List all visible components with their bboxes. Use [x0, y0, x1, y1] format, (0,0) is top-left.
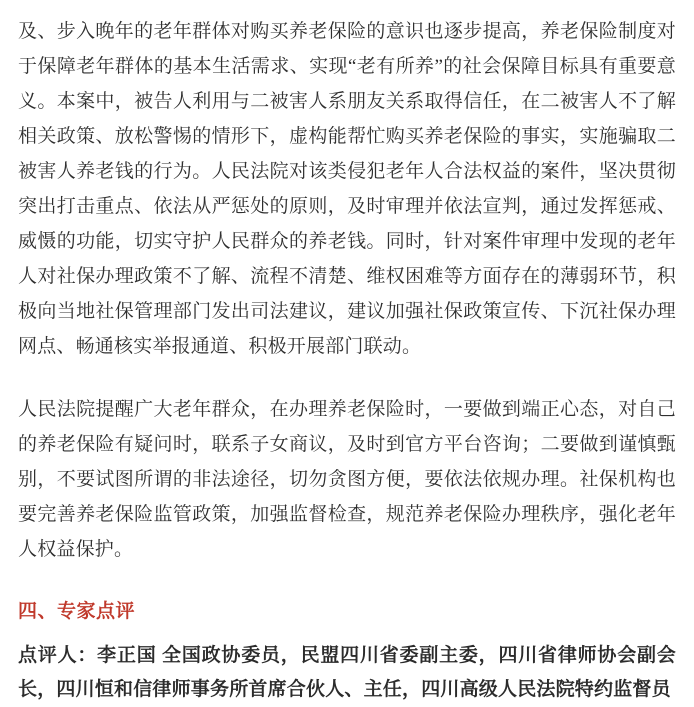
- paragraph-gap-1: [18, 364, 676, 392]
- expert-commentator-info: 点评人：李正国 全国政协委员，民盟四川省委副主委，四川省律师协会副会长，四川恒和信律师事务所首席合伙人、主任，四川高级人民法院特约监督员: [18, 645, 676, 700]
- top-spacer: [18, 0, 676, 8]
- heading-gap: [18, 629, 676, 639]
- body-paragraph-2: 人民法院提醒广大老年群众，在办理养老保险时，一要做到端正心态，对自己的养老保险有疑问时，联系子女商议，及时到官方平台咨询；二要做到谨慎甄别，不要试图所谓的非法途径，切勿贪图方便，要依法依规办理。社保机构也要完善养老保险监管政策，加强监督检查，规范养老保险办理秩序，强化老年人权益保护。: [18, 399, 676, 560]
- section-heading: 四、专家点评: [18, 601, 136, 622]
- paragraph-gap-2: [18, 567, 676, 595]
- body-paragraph-1: 及、步入晚年的老年群体对购买养老保险的意识也逐步提高，养老保险制度对于保障老年群体的基本生活需求、实现“老有所养”的社会保障目标具有重要意义。本案中，被告人利用与二被害人系朋友关系取得信任，在二被害人不了解相关政策、放松警惕的情形下，虚构能帮忙购买养老保险的事实，实施骗取二被害人养老钱的行为。人民法院对该类侵犯老年人合法权益的案件，坚决贯彻突出打击重点、依法从严惩处的原则，及时审理并依法宣判，通过发挥惩戒、威慑的功能，切实守护人民群众的养老钱。同时，针对案件审理中发现的老年人对社保办理政策不了解、流程不清楚、维权困难等方面存在的薄弱环节，积极向当地社保管理部门发出司法建议，建议加强社保政策宣传、下沉社保办理网点、畅通核实举报通道、积极开展部门联动。: [18, 21, 676, 357]
